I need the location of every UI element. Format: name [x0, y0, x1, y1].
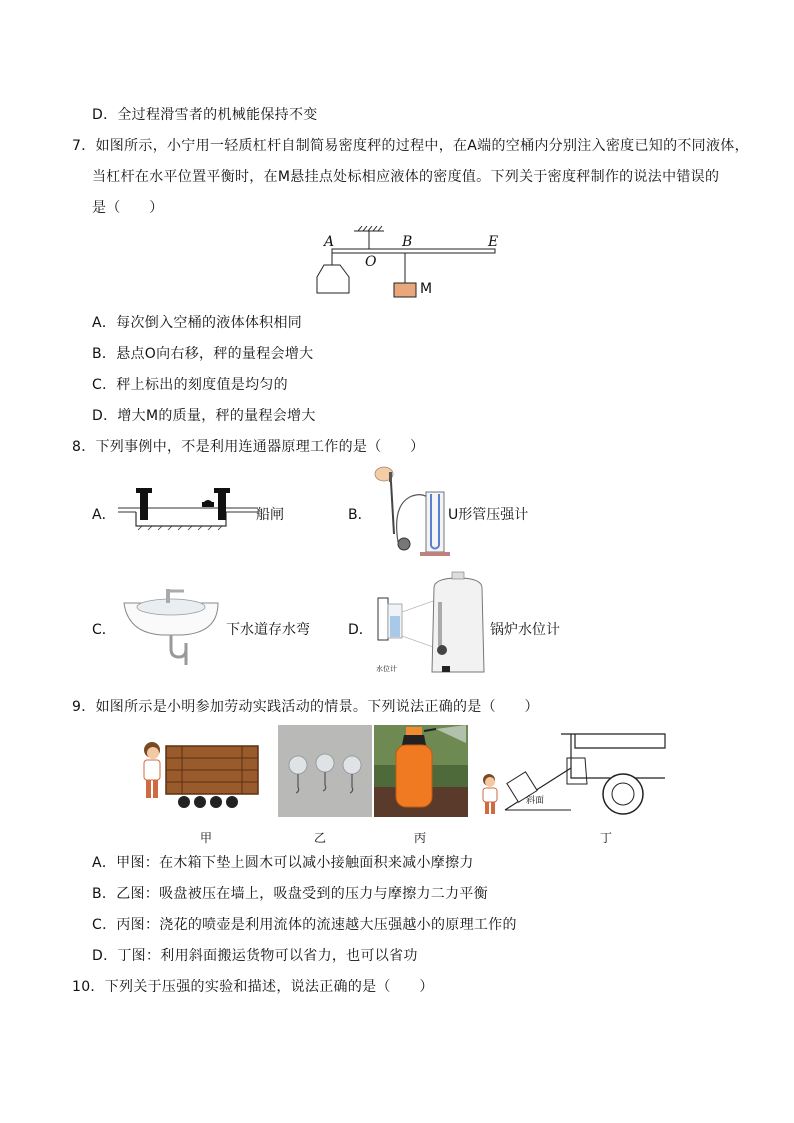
ship-lock-figure [118, 486, 258, 532]
suction-cups-figure [278, 725, 372, 817]
q8-d-letter: D． [348, 622, 373, 638]
q7-stem-line1: 7．如图所示，小宁用一轻质杠杆自制简易密度秤的过程中，在A端的空桶内分别注入密度已知的不同液体， [72, 138, 749, 154]
lever-label-b: B [402, 234, 413, 250]
q8-d-caption: 锅炉水位计 [490, 622, 560, 638]
q8-a-letter: A． [92, 507, 116, 523]
q7-option-b: B．悬点O向右移，秤的量程会增大 [92, 346, 314, 362]
q6-option-d: D．全过程滑雪者的机械能保持不变 [92, 107, 318, 123]
q7-option-a: A．每次倒入空桶的液体体积相同 [92, 315, 303, 331]
caption-yi: 乙 [314, 831, 327, 845]
lever-label-e: E [488, 234, 499, 250]
q9-option-d: D．丁图：利用斜面搬运货物可以省力，也可以省功 [92, 948, 418, 964]
lever-label-o: O [365, 254, 377, 270]
q8-c-letter: C． [92, 622, 116, 638]
q8-a-caption: 船闸 [256, 507, 284, 523]
slope-label: 斜面 [526, 796, 545, 806]
crate-push-figure [138, 740, 262, 810]
q7-stem-line2: 当杠杆在水平位置平衡时，在M悬挂点处标相应液体的密度值。下列关于密度秤制作的说法中错误的 [92, 169, 720, 185]
q8-b-letter: B． [348, 507, 372, 523]
q7-option-c: C．秤上标出的刻度值是均匀的 [92, 377, 288, 393]
incline-truck-figure [475, 728, 665, 818]
boiler-gauge-small-label: 水位计 [376, 665, 397, 673]
u-tube-gauge-figure [372, 464, 452, 560]
lever-label-m: M [420, 281, 433, 297]
q9-option-a: A．甲图：在木箱下垫上圆木可以减小接触面积来减小摩擦力 [92, 855, 474, 871]
q7-stem-line3: 是（ ） [92, 200, 164, 216]
caption-jia: 甲 [200, 831, 213, 845]
q8-stem: 8．下列事例中，不是利用连通器原理工作的是（ ） [72, 439, 425, 455]
lever-label-a: A [324, 234, 335, 250]
spray-bottle-figure [374, 725, 468, 817]
q9-stem: 9．如图所示是小明参加劳动实践活动的情景。下列说法正确的是（ ） [72, 699, 539, 715]
q8-b-caption: U形管压强计 [448, 507, 529, 523]
sink-trap-figure [122, 583, 222, 665]
q8-c-caption: 下水道存水弯 [226, 622, 310, 638]
q9-option-b: B．乙图：吸盘被压在墙上，吸盘受到的压力与摩擦力二力平衡 [92, 886, 489, 902]
caption-bing: 丙 [414, 831, 427, 845]
caption-ding: 丁 [600, 831, 613, 845]
q7-option-d: D．增大M的质量，秤的量程会增大 [92, 408, 316, 424]
q9-option-c: C．丙图：浇花的喷壶是利用流体的流速越大压强越小的原理工作的 [92, 917, 517, 933]
q10-stem: 10．下列关于压强的实验和描述，说法正确的是（ ） [72, 979, 434, 995]
